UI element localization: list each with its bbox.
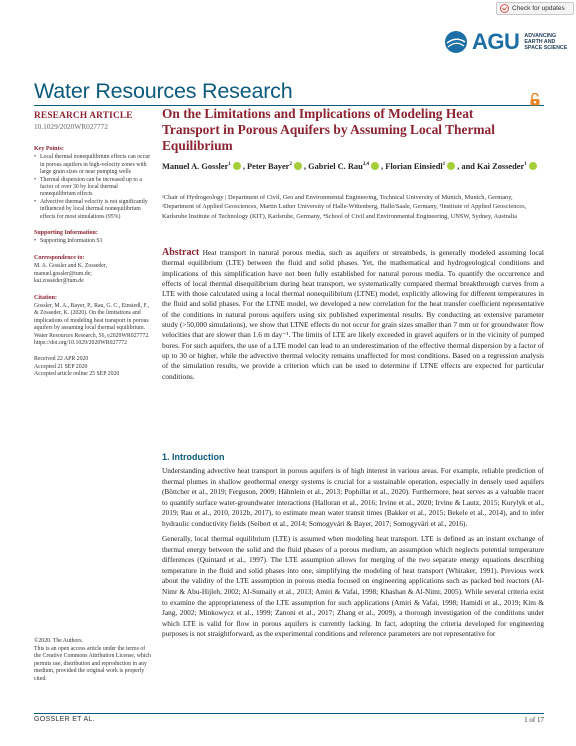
correspondence-email[interactable]: kai.zosseder@tum.de bbox=[34, 278, 84, 285]
accepted-date: Accepted 21 SEP 2020 bbox=[34, 363, 88, 370]
author-list: Manuel A. Gossler$^1$ , Peter Bayer$^2$ , Gabriel C. Rau$^{3,4}$ , Florian Einsiedl$^1$ , and Kai Zosseder$^1$ bbox=[162, 159, 542, 173]
check-icon bbox=[500, 4, 509, 13]
online-date: Accepted article online 25 SEP 2020 bbox=[34, 371, 120, 378]
key-points-heading: Key Points: bbox=[34, 146, 64, 152]
citation-heading: Citation: bbox=[34, 294, 57, 301]
affiliations: ¹Chair of Hydrogeology | Department of Civil, Geo and Environmental Engineering, Technical University of Munich, Munich, Germany, ²Department of Applied Geosciences, Martin Luther University of Halle-Wittenberg, Halle/Saale, Germany, ³Institute of Applied Geosciences, Karlsruhe Institute of Technology (KIT), Karlsruhe, Germany, ⁴School of Civil and Environmental Engineering, UNSW, Sydney, Australia bbox=[162, 194, 527, 220]
footer-rule bbox=[34, 713, 544, 714]
author-name: Florian Einsiedl bbox=[385, 161, 443, 171]
article-dates bbox=[34, 356, 152, 378]
supporting-heading: Supporting Information: bbox=[34, 230, 98, 237]
correspondence-line: M. A. Gossler and K. Zosseder, bbox=[34, 263, 108, 270]
supporting-information bbox=[34, 230, 152, 246]
agu-globe-icon bbox=[443, 29, 469, 55]
body-paragraph: Generally, local thermal equilibrium (LTE) is assumed when modeling heat transport. LTE is defined as an instant exchange of thermal energy between the solid and the fluid phases of a porous medium, an assumption which neglects potential temperature differences (Quintard et al., 1997). The LTE assumption allows for merging of the two separate energy equations describing temperature in the fluid and solid phases into one, simplifying the modeling of heat transport (Whitaker, 1991). Previous work about the validity of the LTE assumption in porous media focused on engineering applications such as packed bed reactors (Al-Nimr & Abu-Hijleh, 2002; Al-Sumaily et al., 2013; Amiri & Vafai, 1998; Khashan & Al-Nimr, 2005). While several criteria exist to examine the appropriateness of the LTE assumption for such applications (Amiri & Vafai, 1998; Hamidi et al., 2019; Kim & Jang, 2002; Minkowycz et al., 1999; Zanoni et al., 2017; Zhang et al., 2009), a thorough investigation of the conditions under which LTE is valid for flow in porous aquifers is currently lacking. In fact, adopting the criteria developed for engineering purposes is not straightforward, as the experimental conditions and reference parameters are not representative for bbox=[162, 534, 544, 639]
introduction-body bbox=[162, 466, 544, 640]
correspondence-heading: Correspondence to: bbox=[34, 254, 85, 261]
check-for-updates-label: Check for updates bbox=[512, 5, 565, 12]
agu-tagline: ADVANCING EARTH AND SPACE SCIENCE bbox=[524, 32, 568, 52]
abstract-text: Heat transport in natural porous media, such as aquifers or streambeds, is generally modeled assuming local thermal equilibrium (LTE) between the fluid and solid phases. Yet, the mathematical and hydrogeological conditions and implications of this simplification have not been fully established for natural porous media. To quantify the occurrence and effects of local thermal disequilibrium during heat transport, we systematically compared thermal breakthrough curves from a LTE with those calculated using a local thermal nonequilibrium (LTNE) model, explicitly allowing for different temperatures in the fluid and solid phases. For the LTNE model, we developed a new correlation for the heat transfer coefficient representative of the conditions in natural porous aquifers using six published experimental results. By conducting an extensive parameter study (>50,000 simulations), we show that LTNE effects do not occur for grain sizes smaller than 7 mm or for groundwater flow velocities that are slower than 1.6 m day⁻¹. The limits of LTE are likely exceeded in gravel aquifers or in the vicinity of pumped bores. For such aquifers, the use of a LTE model can lead to an underestimation of the effective thermal dispersion by a factor of up to 30 or higher, while the advective thermal velocity remains unaffected for most conditions. Based on a regression analysis of the simulation results, we provide a criterion which can be used to determine if LTNE effects are expected for particular conditions. bbox=[162, 248, 544, 381]
key-point: • Local thermal nonequilibrium effects can occur in porous aquifers in high-velocity zones with large grain sizes or near pumping wells bbox=[34, 154, 152, 176]
key-points bbox=[34, 146, 152, 221]
page-number: 1 of 17 bbox=[524, 716, 544, 724]
abstract-label: Abstract bbox=[162, 247, 200, 258]
abstract bbox=[162, 248, 544, 382]
article-title: On the Limitations and Implications of Modeling Heat Transport in Porous Aquifers by Assuming Local Thermal Equilibrium bbox=[162, 106, 495, 153]
article-doi: 10.1029/2020WR027772 bbox=[34, 122, 108, 131]
citation bbox=[34, 295, 152, 348]
supporting-item-link[interactable]: • Supporting Information S1 bbox=[34, 238, 152, 245]
journal-name: Water Resources Research bbox=[34, 79, 293, 103]
received-date: Received 22 APR 2020 bbox=[34, 356, 89, 363]
left-sidebar bbox=[34, 111, 152, 379]
key-point: • Advective thermal velocity is not significantly influenced by local thermal nonequilibrium effects for most simulations (95%) bbox=[34, 199, 152, 221]
open-access-icon bbox=[529, 93, 541, 106]
author-name: Kai Zosseder bbox=[476, 161, 525, 171]
license-text: This is an open access article under the terms of the Creative Commons Attribution License, which permits use, distribution and reproduction in any medium, provided the original work is properly cited. bbox=[34, 645, 151, 682]
orcid-icon[interactable] bbox=[447, 162, 455, 170]
orcid-icon[interactable] bbox=[294, 162, 302, 170]
footer-authors: GOSSLER ET AL. bbox=[34, 716, 95, 723]
agu-logo bbox=[443, 29, 567, 55]
key-point: • Thermal dispersion can be increased up to a factor of over 30 by local thermal nonequilibrium effects bbox=[34, 177, 152, 199]
body-paragraph: Understanding advective heat transport in porous aquifers is of high interest in various areas. For example, reliable prediction of thermal plumes in shallow geothermal energy systems is crucial for a sustainable operation, especially in densely used aquifers (Böttcher et al., 2019; Ferguson, 2009; Hähnlein et al., 2013; Pophillat et al., 2020). Furthermore, heat serves as a valuable tracer to quantify surface water-groundwater interactions (Halloran et al., 2016; Irvine et al., 2020; Irvine & Lautz, 2015; Kurylyk et al., 2019; Rau et al., 2010, 2012b, 2017), to estimate mean water transit times (Bakker et al., 2015; Bekele et al., 2014), and to infer hydraulic conductivity fields (Seibert et al., 2014; Somogyvári & Bayer, 2017; Somogyvári et al., 2016). bbox=[162, 466, 544, 528]
citation-text: Gossler, M. A., Bayer, P., Rau, G. C., Einsiedl, F., & Zosseder, K. (2020). On the limitations and implications of modeling heat transport in porous aquifers by assuming local thermal equilibrium. Water Resources Research, 56, e2020WR027772. https://doi.org/10.1029/2020WR027772 bbox=[34, 302, 150, 346]
license-note bbox=[34, 638, 152, 683]
orcid-icon[interactable] bbox=[371, 162, 379, 170]
author-name: Manuel A. Gossler bbox=[162, 161, 229, 171]
author-name: Peter Bayer bbox=[247, 161, 290, 171]
correspondence-email[interactable]: manuel.gossler@tum.de; bbox=[34, 270, 92, 277]
section-heading-introduction: 1. Introduction bbox=[162, 452, 225, 462]
check-for-updates-button[interactable] bbox=[496, 2, 574, 15]
orcid-icon[interactable] bbox=[233, 162, 241, 170]
agu-letters: AGU bbox=[472, 29, 520, 54]
article-type: RESEARCH ARTICLE bbox=[34, 111, 133, 121]
author-name: Gabriel C. Rau bbox=[308, 161, 363, 171]
copyright: ©2020. The Authors. bbox=[34, 638, 84, 644]
orcid-icon[interactable] bbox=[529, 162, 537, 170]
correspondence bbox=[34, 255, 152, 286]
